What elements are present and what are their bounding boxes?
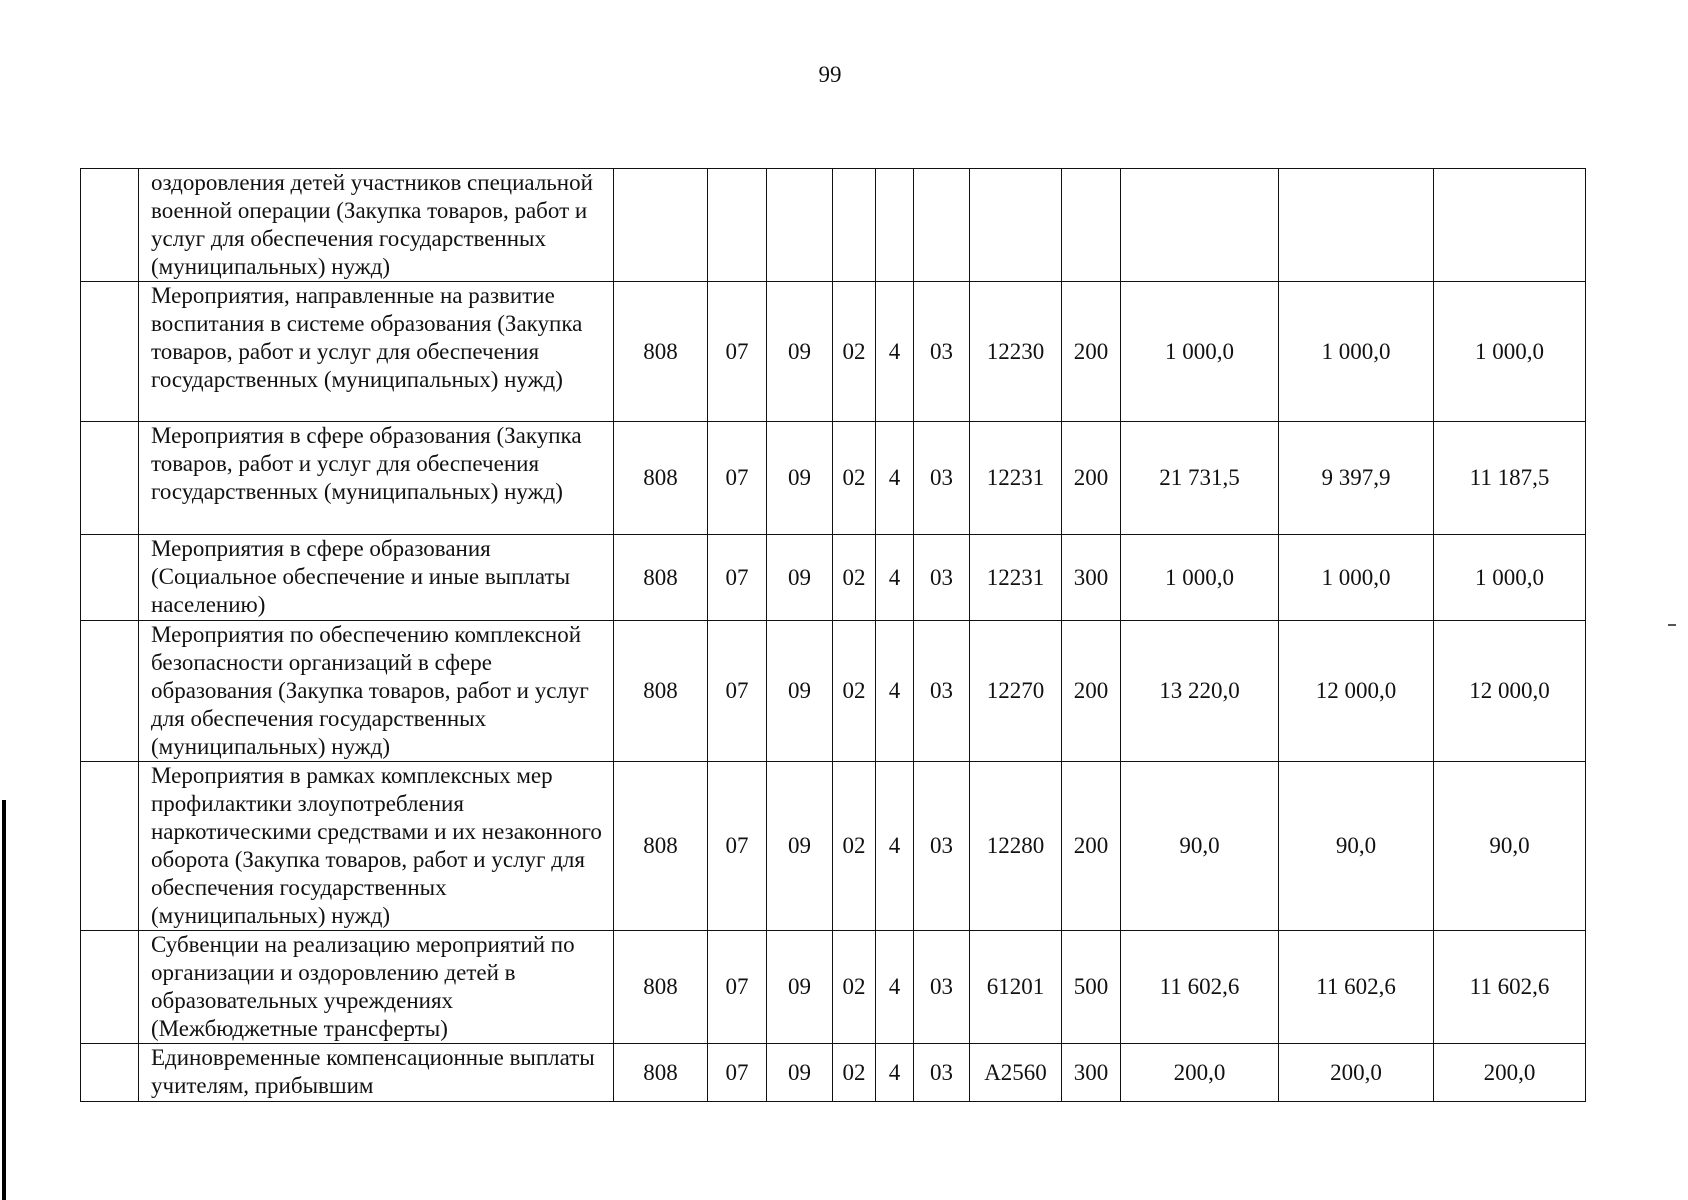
program-code-cell: 02	[833, 422, 876, 535]
row-description: Мероприятия по обеспечению комплексной безопасности организаций в сфере образования (Закупка товаров, работ и услуг для обеспечения государственных (муниципальных) нужд)	[139, 621, 614, 762]
subprogram-code-cell: 03	[914, 931, 970, 1044]
subprogram-code-cell: 03	[914, 422, 970, 535]
subsection-code-cell: 09	[767, 762, 833, 931]
subsection-code-cell: 09	[767, 282, 833, 422]
program-code-cell: 02	[833, 282, 876, 422]
direction-code-cell: 61201	[970, 931, 1062, 1044]
program-type-cell: 4	[876, 282, 914, 422]
dept-code-cell: 808	[614, 621, 708, 762]
subprogram-code-cell: 03	[914, 282, 970, 422]
amount-year-1-cell: 13 220,0	[1121, 621, 1279, 762]
amount-year-1-cell: 1 000,0	[1121, 535, 1279, 621]
row-index-cell	[81, 282, 139, 422]
subsection-code-cell: 09	[767, 535, 833, 621]
program-type-cell: 4	[876, 931, 914, 1044]
program-code-cell: 02	[833, 535, 876, 621]
expense-type-cell: 200	[1062, 621, 1121, 762]
program-type-cell	[876, 169, 914, 282]
dept-code-cell: 808	[614, 1044, 708, 1102]
subprogram-code-cell: 03	[914, 535, 970, 621]
amount-year-1-cell: 11 602,6	[1121, 931, 1279, 1044]
amount-year-3-cell: 11 602,6	[1434, 931, 1586, 1044]
amount-year-2-cell: 9 397,9	[1279, 422, 1434, 535]
amount-year-3-cell: 11 187,5	[1434, 422, 1586, 535]
amount-year-2-cell: 200,0	[1279, 1044, 1434, 1102]
amount-year-2-cell	[1279, 169, 1434, 282]
row-description: Мероприятия в рамках комплексных мер профилактики злоупотребления наркотическими средствами и их незаконного оборота (Закупка товаров, работ и услуг для обеспечения государственных (муниципальных) нужд)	[139, 762, 614, 931]
direction-code-cell: 12231	[970, 535, 1062, 621]
dept-code-cell: 808	[614, 931, 708, 1044]
amount-year-2-cell: 12 000,0	[1279, 621, 1434, 762]
expense-type-cell: 200	[1062, 422, 1121, 535]
row-index-cell	[81, 762, 139, 931]
table-row	[81, 422, 1586, 535]
row-index-cell	[81, 1044, 139, 1102]
row-index-cell	[81, 931, 139, 1044]
program-type-cell: 4	[876, 422, 914, 535]
program-type-cell: 4	[876, 535, 914, 621]
amount-year-3-cell: 1 000,0	[1434, 535, 1586, 621]
table-row	[81, 621, 1586, 762]
expense-type-cell: 300	[1062, 1044, 1121, 1102]
dept-code-cell: 808	[614, 535, 708, 621]
program-code-cell: 02	[833, 931, 876, 1044]
subsection-code-cell: 09	[767, 422, 833, 535]
row-description: Субвенции на реализацию мероприятий по организации и оздоровлению детей в образовательных учреждениях (Межбюджетные трансферты)	[139, 931, 614, 1044]
program-type-cell: 4	[876, 1044, 914, 1102]
section-code-cell: 07	[708, 422, 767, 535]
section-code-cell	[708, 169, 767, 282]
dept-code-cell: 808	[614, 762, 708, 931]
section-code-cell: 07	[708, 282, 767, 422]
row-index-cell	[81, 535, 139, 621]
direction-code-cell	[970, 169, 1062, 282]
table-row	[81, 282, 1586, 422]
amount-year-1-cell: 90,0	[1121, 762, 1279, 931]
row-description: Мероприятия в сфере образования (Закупка товаров, работ и услуг для обеспечения государственных (муниципальных) нужд)	[139, 422, 614, 535]
program-type-cell: 4	[876, 621, 914, 762]
amount-year-1-cell: 21 731,5	[1121, 422, 1279, 535]
dept-code-cell: 808	[614, 422, 708, 535]
subprogram-code-cell	[914, 169, 970, 282]
direction-code-cell: 12270	[970, 621, 1062, 762]
section-code-cell: 07	[708, 621, 767, 762]
amount-year-3-cell: 200,0	[1434, 1044, 1586, 1102]
program-code-cell: 02	[833, 1044, 876, 1102]
subprogram-code-cell: 03	[914, 762, 970, 931]
dept-code-cell: 808	[614, 282, 708, 422]
expense-type-cell: 500	[1062, 931, 1121, 1044]
expense-type-cell	[1062, 169, 1121, 282]
row-description: Единовременные компенсационные выплаты учителям, прибывшим	[139, 1044, 614, 1102]
section-code-cell: 07	[708, 762, 767, 931]
subsection-code-cell: 09	[767, 621, 833, 762]
table-row	[81, 762, 1586, 931]
row-index-cell	[81, 169, 139, 282]
subsection-code-cell: 09	[767, 931, 833, 1044]
expense-type-cell: 300	[1062, 535, 1121, 621]
section-code-cell: 07	[708, 1044, 767, 1102]
amount-year-2-cell: 1 000,0	[1279, 282, 1434, 422]
row-index-cell	[81, 422, 139, 535]
program-code-cell: 02	[833, 762, 876, 931]
row-index-cell	[81, 621, 139, 762]
dept-code-cell	[614, 169, 708, 282]
row-description: Мероприятия в сфере образования (Социальное обеспечение и иные выплаты населению)	[139, 535, 614, 621]
budget-table	[80, 168, 1586, 1102]
direction-code-cell: А2560	[970, 1044, 1062, 1102]
program-type-cell: 4	[876, 762, 914, 931]
amount-year-3-cell: 1 000,0	[1434, 282, 1586, 422]
table-row	[81, 1044, 1586, 1102]
table-row	[81, 931, 1586, 1044]
direction-code-cell: 12280	[970, 762, 1062, 931]
subprogram-code-cell: 03	[914, 1044, 970, 1102]
amount-year-3-cell	[1434, 169, 1586, 282]
expense-type-cell: 200	[1062, 282, 1121, 422]
amount-year-3-cell: 12 000,0	[1434, 621, 1586, 762]
table-row	[81, 535, 1586, 621]
amount-year-2-cell: 11 602,6	[1279, 931, 1434, 1044]
amount-year-3-cell: 90,0	[1434, 762, 1586, 931]
scan-edge-mark	[2, 800, 6, 1200]
subsection-code-cell: 09	[767, 1044, 833, 1102]
section-code-cell: 07	[708, 931, 767, 1044]
page-number: 99	[818, 62, 842, 87]
table-row	[81, 169, 1586, 282]
amount-year-1-cell: 200,0	[1121, 1044, 1279, 1102]
amount-year-1-cell: 1 000,0	[1121, 282, 1279, 422]
direction-code-cell: 12230	[970, 282, 1062, 422]
program-code-cell	[833, 169, 876, 282]
scan-dash-mark	[1668, 624, 1676, 626]
direction-code-cell: 12231	[970, 422, 1062, 535]
amount-year-2-cell: 90,0	[1279, 762, 1434, 931]
amount-year-1-cell	[1121, 169, 1279, 282]
row-description: Мероприятия, направленные на развитие воспитания в системе образования (Закупка товаров, работ и услуг для обеспечения государственных (муниципальных) нужд)	[139, 282, 614, 422]
expense-type-cell: 200	[1062, 762, 1121, 931]
amount-year-2-cell: 1 000,0	[1279, 535, 1434, 621]
program-code-cell: 02	[833, 621, 876, 762]
subsection-code-cell	[767, 169, 833, 282]
row-description: оздоровления детей участников специальной военной операции (Закупка товаров, работ и услуг для обеспечения государственных (муниципальных) нужд)	[139, 169, 614, 282]
section-code-cell: 07	[708, 535, 767, 621]
subprogram-code-cell: 03	[914, 621, 970, 762]
